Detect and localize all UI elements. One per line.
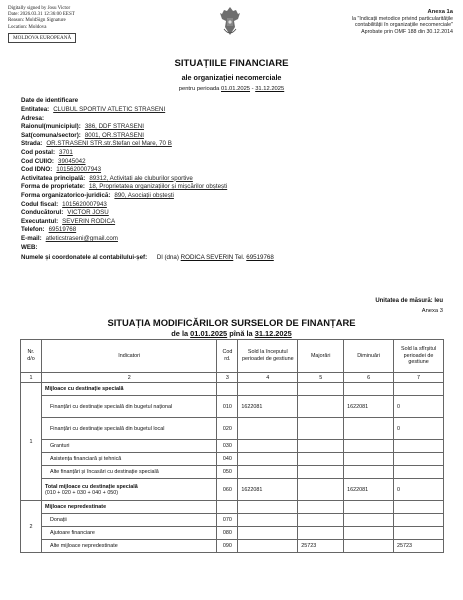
accountant-row (21, 254, 274, 263)
ident-label: Strada: (21, 140, 43, 148)
ident-row (21, 106, 274, 115)
signature-line: Reason: MoldSign Signature (8, 18, 66, 24)
header-cell: Nr. d/o (21, 340, 42, 373)
sit-period-mid: pînă la (229, 329, 253, 338)
row-name: Granturi (41, 440, 216, 453)
row-end (394, 527, 444, 540)
column-number: 3 (217, 373, 238, 383)
row-inc (298, 527, 344, 540)
annex-title: Anexa 1a (427, 9, 453, 15)
column-number: 5 (298, 373, 344, 383)
ident-row (21, 166, 274, 175)
signature-line: Digitally signed by Josu Victor (8, 6, 71, 11)
table-row (21, 418, 444, 440)
table-row (21, 440, 444, 453)
accountant-label: Numele și coordonatele al contabilului-șef: (21, 254, 148, 262)
row-end: 0 (394, 418, 444, 440)
ident-value: 386, DDF STRASENI (84, 123, 144, 131)
accountant-prefix: Dl (dna) (156, 254, 179, 262)
row-inc (298, 418, 344, 440)
column-number: 6 (344, 373, 394, 383)
ident-label: Executantul: (21, 217, 59, 225)
ident-row (21, 209, 274, 218)
signature-badge: MOLDOVA EUROPEANĂ (8, 33, 76, 43)
header-cell: Sold la începutul perioadei de gestiune (238, 340, 298, 373)
situation-period (0, 329, 463, 338)
accountant-tel: 69519768 (246, 254, 274, 262)
row-code: 090 (217, 540, 238, 553)
annex-line: contabilității în organizațiile necomerciale" (354, 22, 453, 29)
row-inc (298, 514, 344, 527)
row-name: Ajutoare financiare (41, 527, 216, 540)
row-inc (298, 453, 344, 466)
header-cell: Cod rd. (217, 340, 238, 373)
annex-3-label: Anexa 3 (421, 308, 443, 314)
ident-row (21, 132, 274, 141)
annex-line: la "Indicații metodice privind particularitățile (351, 15, 453, 22)
row-dec (344, 453, 394, 466)
situation-title: SITUAȚIA MODIFICĂRILOR SURSELOR DE FINANȚARE (107, 317, 356, 328)
email-value[interactable]: atleticstraseni@gmail.com (45, 234, 118, 242)
total-label: Total mijloace cu destinație specială (44, 483, 138, 490)
column-number: 2 (41, 373, 216, 383)
table-row (21, 466, 444, 479)
row-dec (344, 418, 394, 440)
ident-label: Sat(comuna/sector): (21, 131, 81, 139)
ident-value: SEVERIN RODICA (62, 217, 116, 225)
row-start: 1622081 (238, 396, 298, 418)
row-start (238, 453, 298, 466)
row-inc (298, 466, 344, 479)
ident-value: CLUBUL SPORTIV ATLETIC STRASENI (53, 106, 166, 113)
row-start (238, 418, 298, 440)
row-name: Alte finanțări și încasări cu destinație specială (41, 466, 216, 479)
ident-row (21, 149, 274, 158)
row-dec (344, 527, 394, 540)
table-row (21, 514, 444, 527)
accountant-name: RODICA SEVERIN (180, 254, 234, 262)
table-row (21, 540, 444, 553)
ident-row (21, 226, 274, 235)
total-formula: (010 + 020 + 030 + 040 + 050) (44, 489, 119, 496)
table-row (21, 479, 444, 501)
header-cell: Sold la sfîrșitul perioadei de gestiune (394, 340, 444, 373)
ident-row (21, 140, 274, 149)
accountant-tel-label: Tel. (234, 254, 245, 262)
ident-row (21, 183, 274, 192)
period-sep: - (251, 86, 254, 92)
unit-of-measure: Unitatea de măsură: leu (375, 298, 443, 304)
row-end (394, 514, 444, 527)
ident-row (21, 201, 274, 210)
row-end: 0 (394, 396, 444, 418)
ident-value: 69519768 (48, 226, 77, 234)
ident-value: 3701 (59, 148, 73, 156)
row-end (394, 440, 444, 453)
ident-label: Conducătorul: (21, 209, 64, 217)
table-row (21, 453, 444, 466)
ident-label: Activitatea principală: (21, 174, 86, 182)
group-number: 1 (21, 383, 42, 501)
row-dec (344, 514, 394, 527)
row-code: 070 (217, 514, 238, 527)
row-name: Finanțări cu destinație specială din bugetul local (41, 418, 216, 440)
ident-label: Telefon: (21, 226, 45, 234)
report-subtitle: ale organizației necomerciale (181, 73, 282, 82)
row-end: 0 (394, 479, 444, 501)
ident-row (21, 158, 274, 167)
identification-title: Date de identificare (21, 97, 79, 104)
row-code: 060 (217, 479, 238, 501)
row-end (394, 466, 444, 479)
ident-value: 18, Proprietatea organizațiilor și mișcărilor obștești (88, 183, 228, 191)
ident-value: 890, Asociații obștești (114, 191, 174, 199)
header-cell: Diminuări (344, 340, 394, 373)
ident-value: 8001, OR.STRASENI (84, 131, 144, 139)
row-code: 010 (217, 396, 238, 418)
ident-label: Forma organizatorico-juridică: (21, 191, 111, 199)
ident-row (21, 192, 274, 201)
ident-label: Cod postal: (21, 148, 56, 156)
row-code: 080 (217, 527, 238, 540)
sit-period-end: 31.12.2025 (254, 329, 292, 338)
ident-label: Forma de proprietate: (21, 183, 85, 191)
digital-signature-block (8, 6, 76, 43)
ident-value: VICTOR JOSU (67, 209, 109, 217)
row-inc (298, 440, 344, 453)
annex-header (352, 9, 453, 35)
header-cell: Indicatori (41, 340, 216, 373)
row-code: 050 (217, 466, 238, 479)
row-name: Asistența financiară și tehnică (41, 453, 216, 466)
report-period (0, 86, 463, 92)
ident-label: Raionul(municipiul): (21, 123, 81, 131)
ident-value: 39045042 (58, 157, 86, 165)
row-start (238, 514, 298, 527)
row-start (238, 440, 298, 453)
financing-sources-table (20, 339, 444, 553)
ident-label: E-mail: (21, 234, 42, 242)
sit-period-prefix: de la (171, 329, 189, 338)
row-code: 040 (217, 453, 238, 466)
coat-of-arms-icon (218, 5, 242, 39)
ident-row (21, 115, 274, 124)
row-name: Alte mijloace nepredestinate (41, 540, 216, 553)
group-title: Mijloace cu destinație specială (41, 383, 216, 396)
group-number: 2 (21, 501, 42, 553)
identification-block (21, 106, 274, 263)
ident-label: Entitatea: (21, 106, 50, 113)
table-row (21, 396, 444, 418)
row-dec (344, 440, 394, 453)
table-row (21, 383, 444, 396)
row-code: 020 (217, 418, 238, 440)
total-name (41, 479, 216, 501)
ident-label: Adresa: (21, 114, 45, 122)
ident-row (21, 175, 274, 184)
period-start: 01.01.2025 (221, 86, 251, 92)
row-dec: 1622081 (344, 396, 394, 418)
ident-label: Cod CUIIO: (21, 157, 54, 165)
ident-value: 1015620007943 (62, 200, 107, 208)
table-header-row (21, 340, 444, 373)
report-title: SITUAȚIILE FINANCIARE (174, 58, 289, 69)
ident-row (21, 123, 274, 132)
ident-row (21, 244, 274, 253)
row-inc (298, 396, 344, 418)
signature-line: Date: 2026.03.31 12:36:00 EEST (8, 12, 75, 18)
ident-value: 89312, Activitati ale cluburilor sportive (89, 174, 193, 182)
row-dec (344, 540, 394, 553)
row-inc (298, 479, 344, 501)
column-number: 4 (238, 373, 298, 383)
ident-value: 1015620007943 (56, 166, 102, 174)
row-inc: 25723 (298, 540, 344, 553)
row-start: 1622081 (238, 479, 298, 501)
signature-line: Location: Moldova (8, 24, 47, 30)
row-name: Finanțări cu destinație specială din bugetul național (41, 396, 216, 418)
row-start (238, 540, 298, 553)
header-cell: Majorări (298, 340, 344, 373)
column-number: 1 (21, 373, 42, 383)
row-end (394, 453, 444, 466)
row-end: 25723 (394, 540, 444, 553)
ident-value: OR.STRASENI STR.str.Stefan cel Mare, 70 B (46, 140, 172, 148)
ident-label: Cod IDNO: (21, 166, 53, 174)
group-title: Mijloace nepredestinate (41, 501, 216, 514)
ident-label: Codul fiscal: (21, 200, 59, 208)
row-code: 030 (217, 440, 238, 453)
row-dec: 1622081 (344, 479, 394, 501)
row-name: Donații (41, 514, 216, 527)
row-start (238, 527, 298, 540)
row-start (238, 466, 298, 479)
column-number: 7 (394, 373, 444, 383)
ident-label: WEB: (21, 243, 38, 251)
sit-period-start: 01.01.2025 (190, 329, 228, 338)
table-row (21, 527, 444, 540)
row-dec (344, 466, 394, 479)
ident-row (21, 218, 274, 227)
period-end: 31.12.2025 (255, 86, 285, 92)
annex-line: Aprobate prin OMF 188 din 30.12.2014 (361, 28, 453, 35)
period-prefix: pentru perioada (178, 86, 220, 92)
table-row (21, 501, 444, 514)
ident-row (21, 235, 274, 244)
column-number-row (21, 373, 444, 383)
